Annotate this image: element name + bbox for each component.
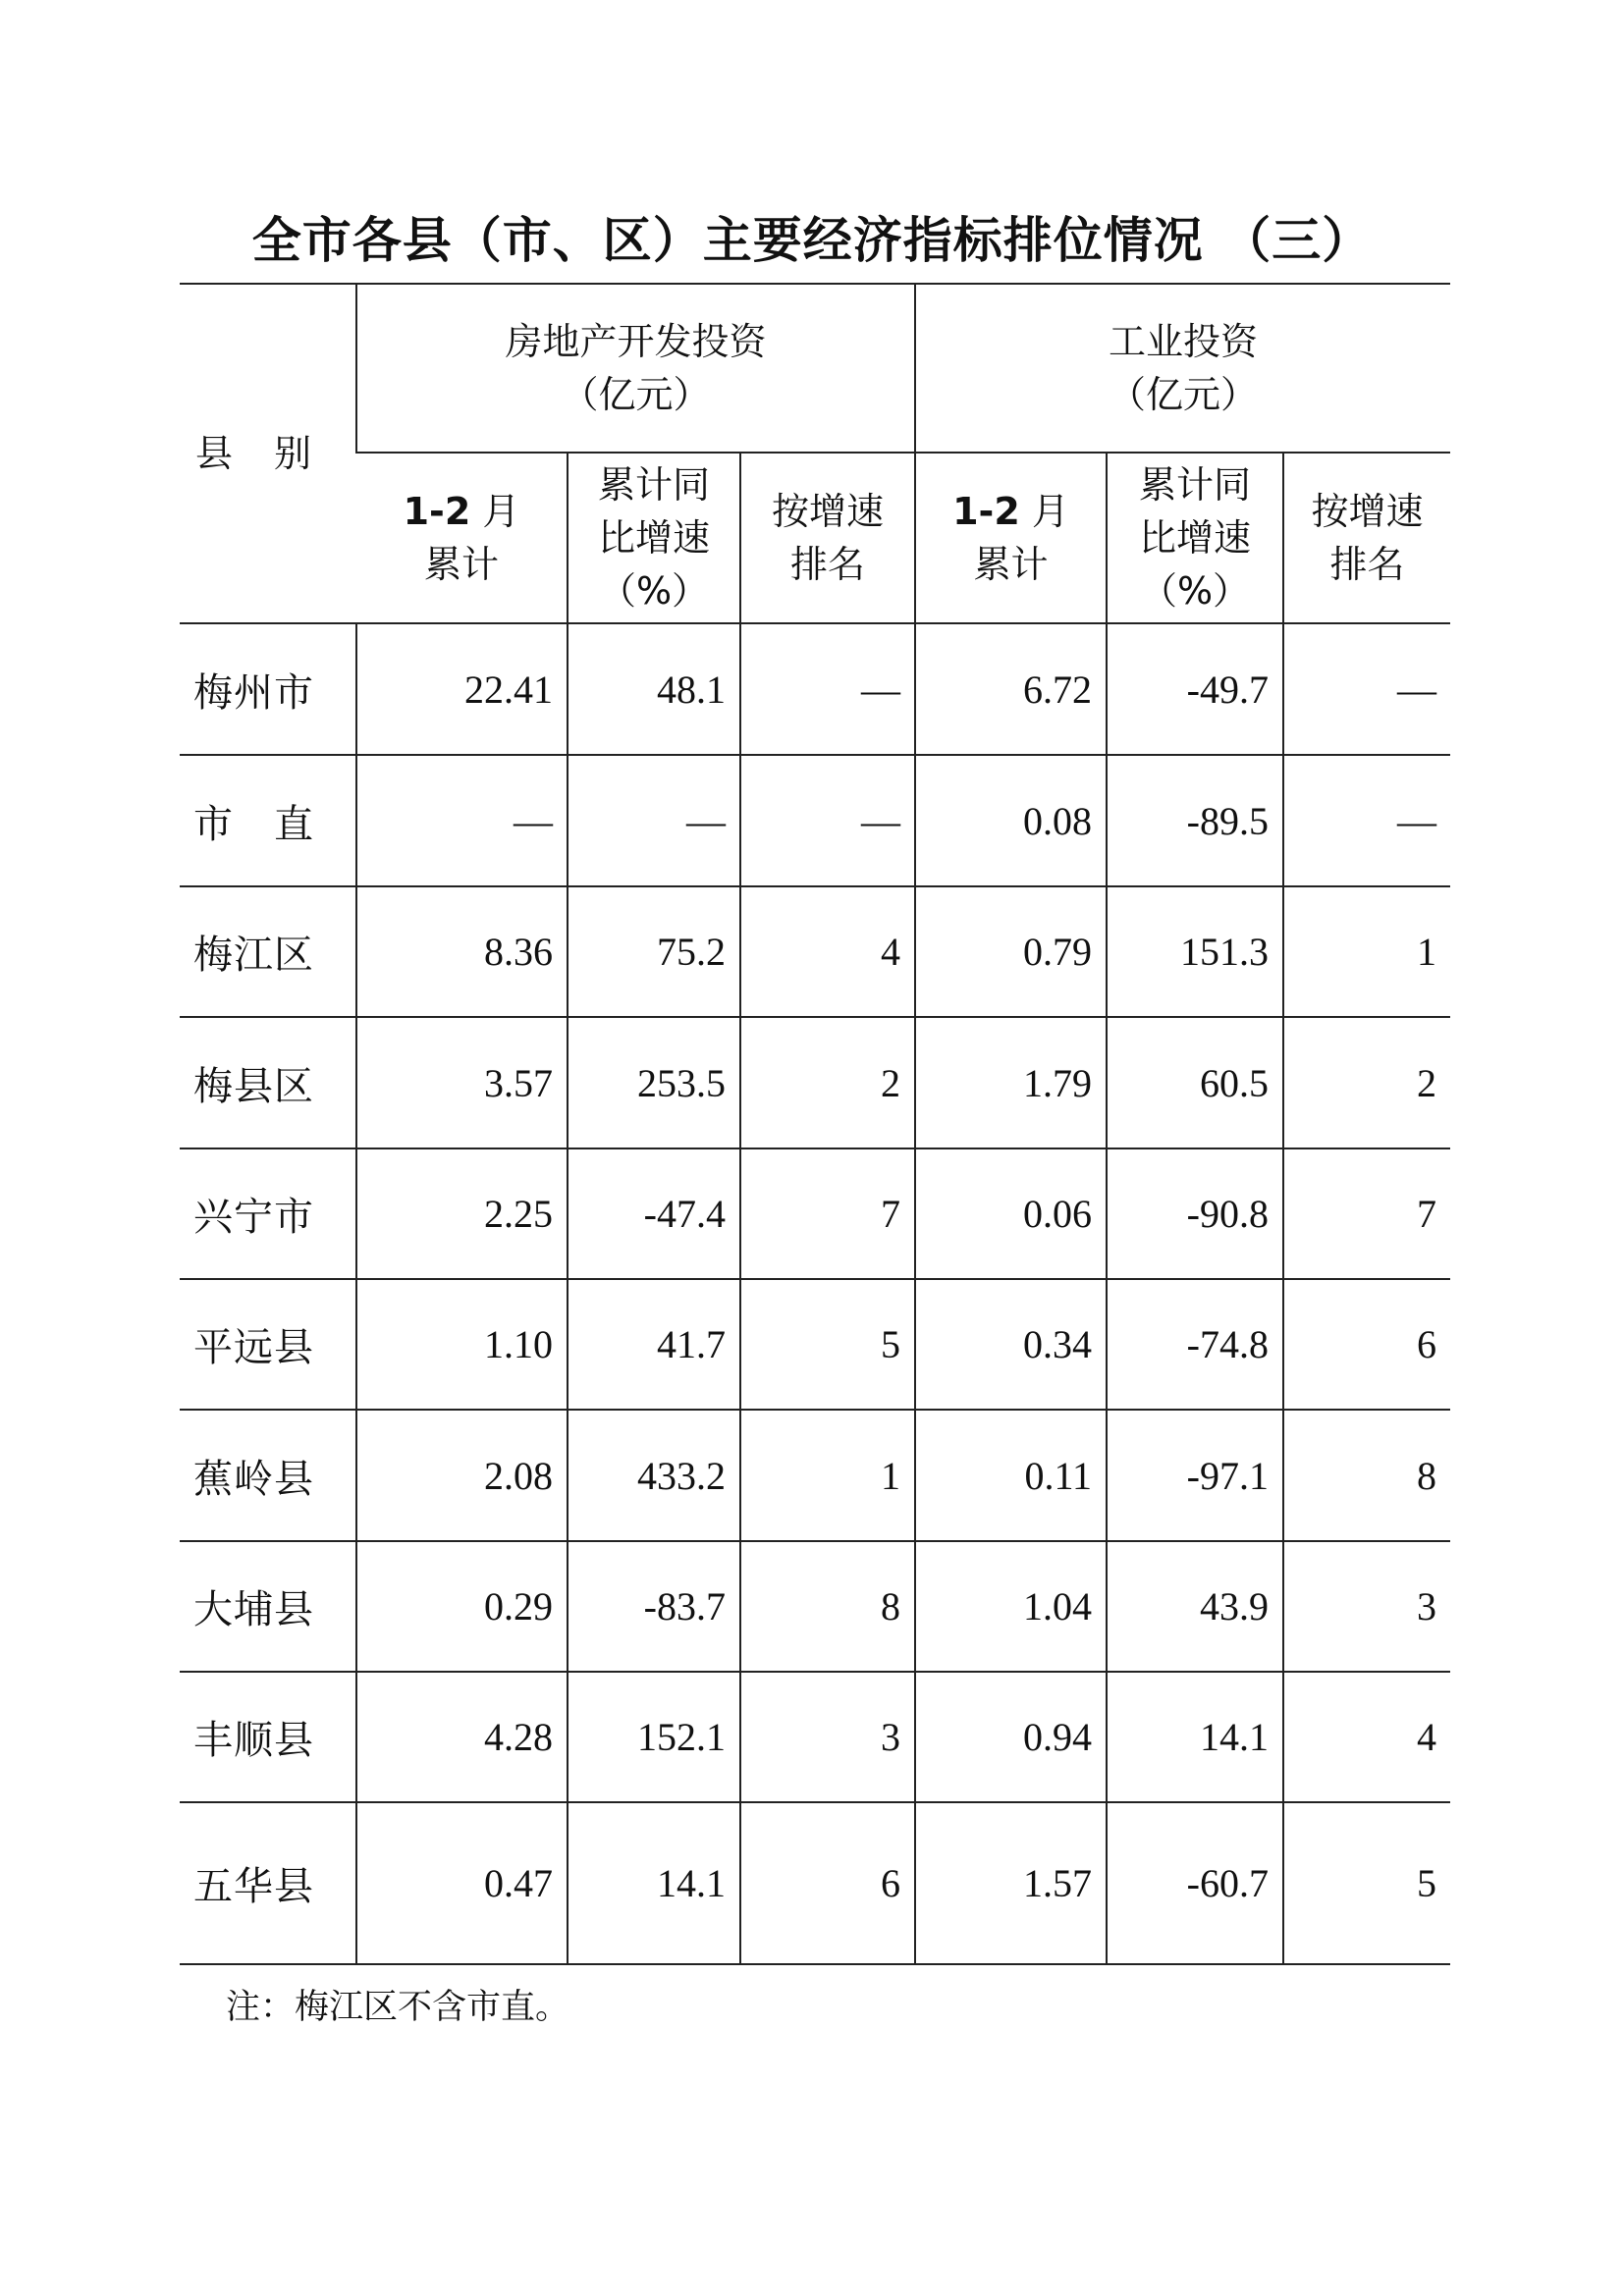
re-cumulative-header bbox=[356, 453, 568, 623]
ind-value: 0.94 bbox=[915, 1672, 1107, 1802]
industrial-group-name: 工业投资 bbox=[1109, 320, 1259, 363]
re-rank: 4 bbox=[740, 886, 915, 1017]
county-name: 丰顺县 bbox=[180, 1672, 356, 1802]
re-rank: — bbox=[740, 623, 915, 755]
ind-rank: 7 bbox=[1283, 1148, 1450, 1279]
real-estate-group-unit: （亿元） bbox=[561, 373, 711, 416]
ind-rank-line1: 按增速 bbox=[1311, 490, 1424, 533]
re-value: 1.10 bbox=[356, 1279, 568, 1410]
county-name: 兴宁市 bbox=[180, 1148, 356, 1279]
re-growth-line3: （%） bbox=[598, 569, 710, 613]
re-value: 8.36 bbox=[356, 886, 568, 1017]
re-growth: -47.4 bbox=[568, 1148, 740, 1279]
re-rank: 8 bbox=[740, 1541, 915, 1672]
ind-rank: 8 bbox=[1283, 1410, 1450, 1541]
ind-value: 1.57 bbox=[915, 1802, 1107, 1964]
re-growth-header bbox=[568, 453, 740, 623]
ind-growth: -60.7 bbox=[1107, 1802, 1283, 1964]
industrial-group-unit: （亿元） bbox=[1109, 373, 1259, 416]
re-rank: 6 bbox=[740, 1802, 915, 1964]
re-rank: 1 bbox=[740, 1410, 915, 1541]
ind-rank: 5 bbox=[1283, 1802, 1450, 1964]
re-cumulative-line2: 累计 bbox=[423, 543, 499, 586]
ind-value: 6.72 bbox=[915, 623, 1107, 755]
ind-growth: 151.3 bbox=[1107, 886, 1283, 1017]
table-row bbox=[180, 1148, 1450, 1279]
ind-cumulative-header bbox=[915, 453, 1107, 623]
ind-growth: -89.5 bbox=[1107, 755, 1283, 886]
ind-value: 1.79 bbox=[915, 1017, 1107, 1148]
table-row bbox=[180, 1541, 1450, 1672]
re-value: 0.29 bbox=[356, 1541, 568, 1672]
ind-value: 0.34 bbox=[915, 1279, 1107, 1410]
ind-growth: 60.5 bbox=[1107, 1017, 1283, 1148]
re-growth: 152.1 bbox=[568, 1672, 740, 1802]
re-growth-line1: 累计同 bbox=[597, 463, 710, 507]
ind-value: 0.08 bbox=[915, 755, 1107, 886]
re-value: 4.28 bbox=[356, 1672, 568, 1802]
ind-growth-line2: 比增速 bbox=[1138, 516, 1251, 560]
ind-growth: 43.9 bbox=[1107, 1541, 1283, 1672]
re-cumulative-lead: 1-2 bbox=[403, 490, 471, 533]
ind-growth: 14.1 bbox=[1107, 1672, 1283, 1802]
re-growth: 48.1 bbox=[568, 623, 740, 755]
re-growth: — bbox=[568, 755, 740, 886]
county-name: 梅州市 bbox=[180, 623, 356, 755]
ind-value: 1.04 bbox=[915, 1541, 1107, 1672]
ind-cumulative-lead: 1-2 bbox=[952, 490, 1020, 533]
re-growth: 75.2 bbox=[568, 886, 740, 1017]
ind-rank-header bbox=[1283, 453, 1450, 623]
ind-cumulative-line2: 累计 bbox=[973, 543, 1049, 586]
re-rank-header bbox=[740, 453, 915, 623]
re-rank: 2 bbox=[740, 1017, 915, 1148]
county-name: 平远县 bbox=[180, 1279, 356, 1410]
re-rank: 5 bbox=[740, 1279, 915, 1410]
ind-growth: -97.1 bbox=[1107, 1410, 1283, 1541]
re-value: 2.08 bbox=[356, 1410, 568, 1541]
table-row bbox=[180, 1410, 1450, 1541]
re-growth-line2: 比增速 bbox=[597, 516, 710, 560]
ind-rank: 1 bbox=[1283, 886, 1450, 1017]
footnote: 注：梅江区不含市直。 bbox=[226, 1988, 570, 2027]
re-rank: 7 bbox=[740, 1148, 915, 1279]
re-growth: -83.7 bbox=[568, 1541, 740, 1672]
ind-growth-line1: 累计同 bbox=[1138, 463, 1251, 507]
ind-growth-header bbox=[1107, 453, 1283, 623]
county-name: 大埔县 bbox=[180, 1541, 356, 1672]
county-column-header: 县 别 bbox=[180, 284, 356, 623]
table-row bbox=[180, 1802, 1450, 1964]
re-growth: 253.5 bbox=[568, 1017, 740, 1148]
re-growth: 14.1 bbox=[568, 1802, 740, 1964]
ind-value: 0.06 bbox=[915, 1148, 1107, 1279]
ind-rank-line2: 排名 bbox=[1329, 543, 1405, 586]
page-title: 全市各县（市、区）主要经济指标排位情况 （三） bbox=[251, 212, 1373, 269]
re-value: 22.41 bbox=[356, 623, 568, 755]
table-row bbox=[180, 886, 1450, 1017]
real-estate-group-header bbox=[356, 284, 915, 453]
re-rank-line2: 排名 bbox=[789, 543, 865, 586]
re-rank: — bbox=[740, 755, 915, 886]
re-growth: 433.2 bbox=[568, 1410, 740, 1541]
ind-growth-line3: （%） bbox=[1139, 569, 1251, 613]
re-rank-line1: 按增速 bbox=[771, 490, 884, 533]
table-row bbox=[180, 1672, 1450, 1802]
ind-rank: 4 bbox=[1283, 1672, 1450, 1802]
ind-growth: -90.8 bbox=[1107, 1148, 1283, 1279]
real-estate-group-name: 房地产开发投资 bbox=[505, 320, 767, 363]
table-row bbox=[180, 1017, 1450, 1148]
table-row bbox=[180, 755, 1450, 886]
industrial-group-header bbox=[915, 284, 1450, 453]
county-name: 梅县区 bbox=[180, 1017, 356, 1148]
ind-cumulative-month: 月 bbox=[1031, 490, 1069, 533]
re-cumulative-month: 月 bbox=[482, 490, 520, 533]
ind-value: 0.79 bbox=[915, 886, 1107, 1017]
re-value: 2.25 bbox=[356, 1148, 568, 1279]
table-row bbox=[180, 1279, 1450, 1410]
county-name: 五华县 bbox=[180, 1802, 356, 1964]
re-rank: 3 bbox=[740, 1672, 915, 1802]
ind-rank: 3 bbox=[1283, 1541, 1450, 1672]
ind-rank: — bbox=[1283, 755, 1450, 886]
re-value: 0.47 bbox=[356, 1802, 568, 1964]
ind-growth: -74.8 bbox=[1107, 1279, 1283, 1410]
ind-value: 0.11 bbox=[915, 1410, 1107, 1541]
county-name: 梅江区 bbox=[180, 886, 356, 1017]
re-value: 3.57 bbox=[356, 1017, 568, 1148]
indicator-table bbox=[180, 283, 1450, 1965]
ind-rank: — bbox=[1283, 623, 1450, 755]
re-growth: 41.7 bbox=[568, 1279, 740, 1410]
ind-rank: 2 bbox=[1283, 1017, 1450, 1148]
ind-rank: 6 bbox=[1283, 1279, 1450, 1410]
ind-growth: -49.7 bbox=[1107, 623, 1283, 755]
county-name: 市 直 bbox=[180, 755, 356, 886]
table-row bbox=[180, 623, 1450, 755]
re-value: — bbox=[356, 755, 568, 886]
county-name: 蕉岭县 bbox=[180, 1410, 356, 1541]
